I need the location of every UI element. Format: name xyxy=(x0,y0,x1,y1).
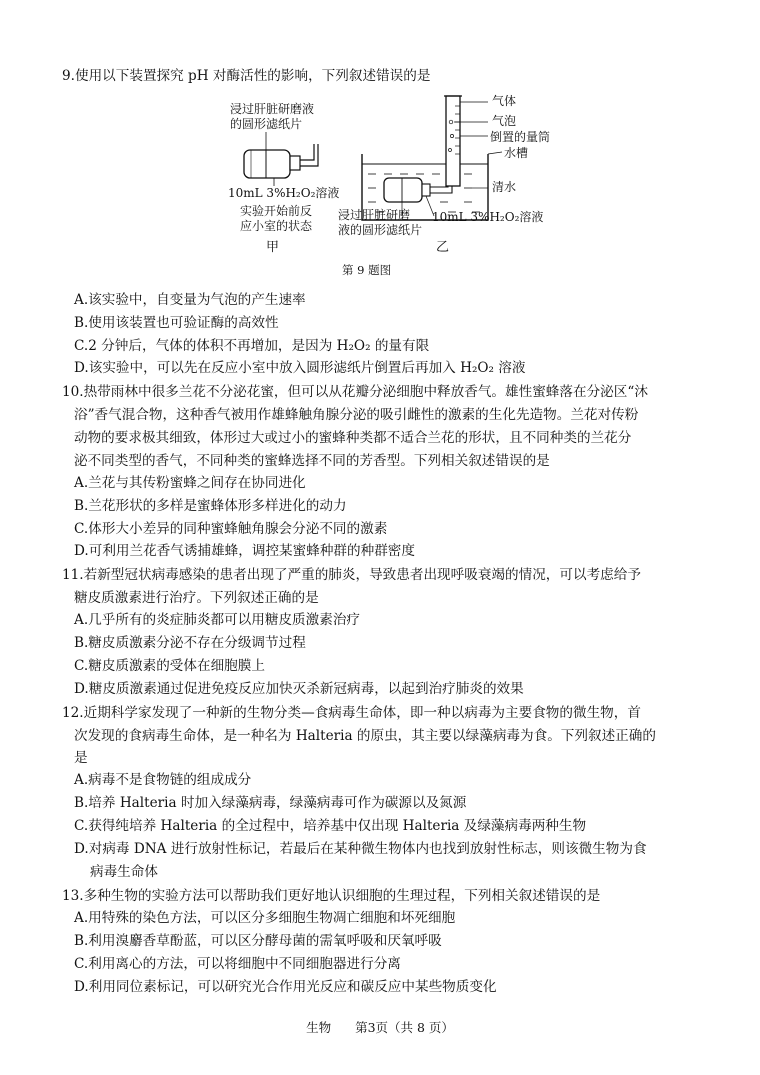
yi-solution-label: 10mL 3%H₂O₂溶液 xyxy=(432,210,544,224)
q11-option-a: A.几乎所有的炎症肺炎都可以用糖皮质激素治疗 xyxy=(74,612,361,628)
q10-option-b: B.兰花形状的多样是蜜蜂体形多样进化的动力 xyxy=(74,498,347,514)
q12-stem-line: 次发现的食病毒生命体，是一种名为 Halteria 的原虫，其主要以绿藻病毒为食。下列叙述正确的 xyxy=(74,728,656,744)
jia-solution-label: 10mL 3%H₂O₂溶液 xyxy=(228,186,340,200)
q11-option-b: B.糖皮质激素分泌不存在分级调节过程 xyxy=(74,635,306,651)
q13-stem: 13.多种生物的实验方法可以帮助我们更好地认识细胞的生理过程，下列相关叙述错误的是 xyxy=(62,888,601,904)
q12-stem-line: 12.近期科学家发现了一种新的生物分类—食病毒生命体，即一种以病毒为主要食物的微生物，首 xyxy=(62,705,641,721)
q13-option-b: B.利用溴麝香草酚蓝，可以区分酵母菌的需氧呼吸和厌氧呼吸 xyxy=(74,933,442,949)
q10-stem-line: 动物的要求极其细致，体形过大或过小的蜜蜂种类都不适合兰花的形状，且不同种类的兰花分 xyxy=(74,430,632,446)
yi-cylinder-label: 倒置的量筒 xyxy=(490,130,551,144)
q12-stem-line: 是 xyxy=(74,750,88,766)
q10-option-c: C.体形大小差异的同种蜜蜂触角腺会分泌不同的激素 xyxy=(74,521,388,537)
yi-gas-label: 气体 xyxy=(492,94,517,108)
page-footer xyxy=(0,1018,760,1036)
q12-option-b: B.培养 Halteria 时加入绿藻病毒，绿藻病毒可作为碳源以及氮源 xyxy=(74,795,467,811)
q9-option-c: C.2 分钟后，气体的体积不再增加，是因为 H₂O₂ 的量有限 xyxy=(74,338,430,354)
jia-apparatus xyxy=(244,132,318,186)
q9-figure xyxy=(226,92,556,272)
q10-option-a: A.兰花与其传粉蜜蜂之间存在协同进化 xyxy=(74,475,306,491)
q9-stem: 9.使用以下装置探究 pH 对酶活性的影响，下列叙述错误的是 xyxy=(62,68,431,84)
q11-option-d: D.糖皮质激素通过促进免疫反应加快灭杀新冠病毒，以起到治疗肺炎的效果 xyxy=(74,681,524,697)
yi-water-label: 清水 xyxy=(492,180,517,194)
q12-option-d: D.对病毒 DNA 进行放射性标记，若最后在某种微生物体内也找到放射性标志，则该微生物为食 xyxy=(74,841,647,857)
yi-paper-label: 浸过肝脏研磨 液的圆形滤纸片 xyxy=(338,208,423,237)
q10-stem-line: 浴”香气混合物，这种香气被用作雄蜂触角腺分泌的吸引雌性的激素的生化先造物。兰花对传粉 xyxy=(74,407,639,423)
q12-option-a: A.病毒不是食物链的组成成分 xyxy=(74,772,252,788)
q13-option-d: D.利用同位素标记，可以研究光合作用光反应和碳反应中某些物质变化 xyxy=(74,979,497,995)
q9-option-d: D.该实验中，可以先在反应小室中放入圆形滤纸片倒置后再加入 H₂O₂ 溶液 xyxy=(74,360,526,376)
q12-option-c: C.获得纯培养 Halteria 的全过程中，培养基中仅出现 Halteria 及绿藻病毒两种生物 xyxy=(74,818,587,834)
q12-option-d-cont: 病毒生命体 xyxy=(90,864,158,880)
yi-tank-label: 水槽 xyxy=(504,146,529,160)
figure-caption: 第 9 题图 xyxy=(342,263,392,277)
q9-option-a: A.该实验中，自变量为气泡的产生速率 xyxy=(74,292,306,308)
yi-name: 乙 xyxy=(436,240,450,255)
q10-option-d: D.可利用兰花香气诱捕雄蜂，调控某蜜蜂种群的种群密度 xyxy=(74,543,415,559)
q10-stem-line: 泌不同类型的香气，不同种类的蜜蜂选择不同的芳香型。下列相关叙述错误的是 xyxy=(74,453,550,469)
q10-stem-line: 10.热带雨林中很多兰花不分泌花蜜，但可以从花瓣分泌细胞中释放香气。雄性蜜蜂落在分泌区“沐 xyxy=(62,384,648,400)
q11-option-c: C.糖皮质激素的受体在细胞膜上 xyxy=(74,658,265,674)
q13-option-a: A.用特殊的染色方法，可以区分多细胞生物凋亡细胞和坏死细胞 xyxy=(74,910,456,926)
footer-page-number: 第3页（共 8 页） xyxy=(355,1020,454,1035)
q13-option-c: C.利用离心的方法，可以将细胞中不同细胞器进行分离 xyxy=(74,956,401,972)
yi-apparatus xyxy=(362,96,502,220)
jia-name: 甲 xyxy=(266,240,280,255)
jia-state-label: 实验开始前反 应小室的状态 xyxy=(240,204,313,233)
jia-paper-label: 浸过肝脏研磨液 的圆形滤纸片 xyxy=(230,102,315,131)
yi-bubble-label: 气泡 xyxy=(492,114,517,128)
q9-option-b: B.使用该装置也可验证酶的高效性 xyxy=(74,315,279,331)
footer-subject: 生物 xyxy=(306,1020,332,1035)
q11-stem-line: 11.若新型冠状病毒感染的患者出现了严重的肺炎，导致患者出现呼吸衰竭的情况，可以考虑给予 xyxy=(62,567,641,583)
q11-stem-line: 糖皮质激素进行治疗。下列叙述正确的是 xyxy=(74,590,319,606)
